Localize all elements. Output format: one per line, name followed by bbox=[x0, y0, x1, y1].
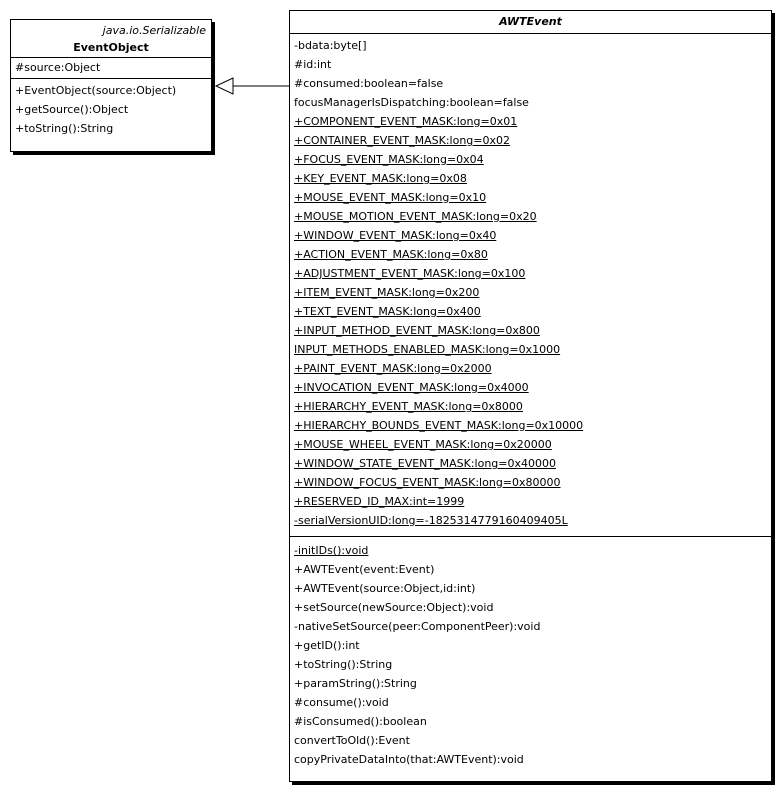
operation-row: +setSource(newSource:Object):void bbox=[294, 601, 494, 614]
attribute-row: +FOCUS_EVENT_MASK:long=0x04 bbox=[294, 153, 484, 166]
inheritance-triangle bbox=[216, 78, 233, 94]
operation-row: +getID():int bbox=[294, 639, 360, 652]
attribute-row: #id:int bbox=[294, 58, 332, 71]
attribute-row: +RESERVED_ID_MAX:int=1999 bbox=[294, 495, 465, 508]
operation-row: +getSource():Object bbox=[15, 103, 129, 116]
attribute-row: #source:Object bbox=[15, 61, 101, 74]
attribute-row: +WINDOW_EVENT_MASK:long=0x40 bbox=[294, 229, 497, 242]
attribute-row: +COMPONENT_EVENT_MASK:long=0x01 bbox=[294, 115, 518, 128]
attribute-row: INPUT_METHODS_ENABLED_MASK:long=0x1000 bbox=[294, 343, 561, 356]
attribute-row: +MOUSE_EVENT_MASK:long=0x10 bbox=[294, 191, 487, 204]
attribute-row: +ACTION_EVENT_MASK:long=0x80 bbox=[294, 248, 488, 261]
attribute-row: +INVOCATION_EVENT_MASK:long=0x4000 bbox=[294, 381, 529, 394]
operation-row: +toString():String bbox=[294, 658, 393, 671]
operation-row: +toString():String bbox=[15, 122, 114, 135]
attribute-row: +ITEM_EVENT_MASK:long=0x200 bbox=[294, 286, 480, 299]
operation-row: +paramString():String bbox=[294, 677, 417, 690]
operation-row: +AWTEvent(event:Event) bbox=[294, 563, 435, 576]
attribute-row: +PAINT_EVENT_MASK:long=0x2000 bbox=[294, 362, 492, 375]
attribute-row: +WINDOW_STATE_EVENT_MASK:long=0x40000 bbox=[294, 457, 557, 470]
attribute-row: #consumed:boolean=false bbox=[294, 77, 444, 90]
attribute-row: +ADJUSTMENT_EVENT_MASK:long=0x100 bbox=[294, 267, 526, 280]
attribute-row: +CONTAINER_EVENT_MASK:long=0x02 bbox=[294, 134, 510, 147]
attribute-row: +HIERARCHY_BOUNDS_EVENT_MASK:long=0x10000 bbox=[294, 419, 584, 432]
awt-event-name: AWTEvent bbox=[499, 15, 562, 28]
attribute-row: +INPUT_METHOD_EVENT_MASK:long=0x800 bbox=[294, 324, 540, 337]
attribute-row: -serialVersionUID:long=-1825314779160409405L bbox=[294, 514, 568, 527]
operation-row: #consume():void bbox=[294, 696, 389, 709]
operation-row: -initIDs():void bbox=[294, 544, 369, 557]
attribute-row: +MOUSE_MOTION_EVENT_MASK:long=0x20 bbox=[294, 210, 537, 223]
operation-row: #isConsumed():boolean bbox=[294, 715, 427, 728]
attribute-row: +TEXT_EVENT_MASK:long=0x400 bbox=[294, 305, 481, 318]
event-object-stereotype: java.io.Serializable bbox=[102, 24, 206, 37]
attribute-row: +KEY_EVENT_MASK:long=0x08 bbox=[294, 172, 467, 185]
attribute-row: +HIERARCHY_EVENT_MASK:long=0x8000 bbox=[294, 400, 523, 413]
attribute-row: +WINDOW_FOCUS_EVENT_MASK:long=0x80000 bbox=[294, 476, 561, 489]
attribute-row: -bdata:byte[] bbox=[294, 39, 367, 52]
operation-row: +AWTEvent(source:Object,id:int) bbox=[294, 582, 476, 595]
attribute-row: focusManagerIsDispatching:boolean=false bbox=[294, 96, 529, 109]
operation-row: convertToOld():Event bbox=[294, 734, 410, 747]
operation-row: -nativeSetSource(peer:ComponentPeer):void bbox=[294, 620, 541, 633]
operation-row: +EventObject(source:Object) bbox=[15, 84, 177, 97]
event-object-name: EventObject bbox=[73, 41, 149, 54]
attribute-row: +MOUSE_WHEEL_EVENT_MASK:long=0x20000 bbox=[294, 438, 552, 451]
operation-row: copyPrivateDataInto(that:AWTEvent):void bbox=[294, 753, 524, 766]
